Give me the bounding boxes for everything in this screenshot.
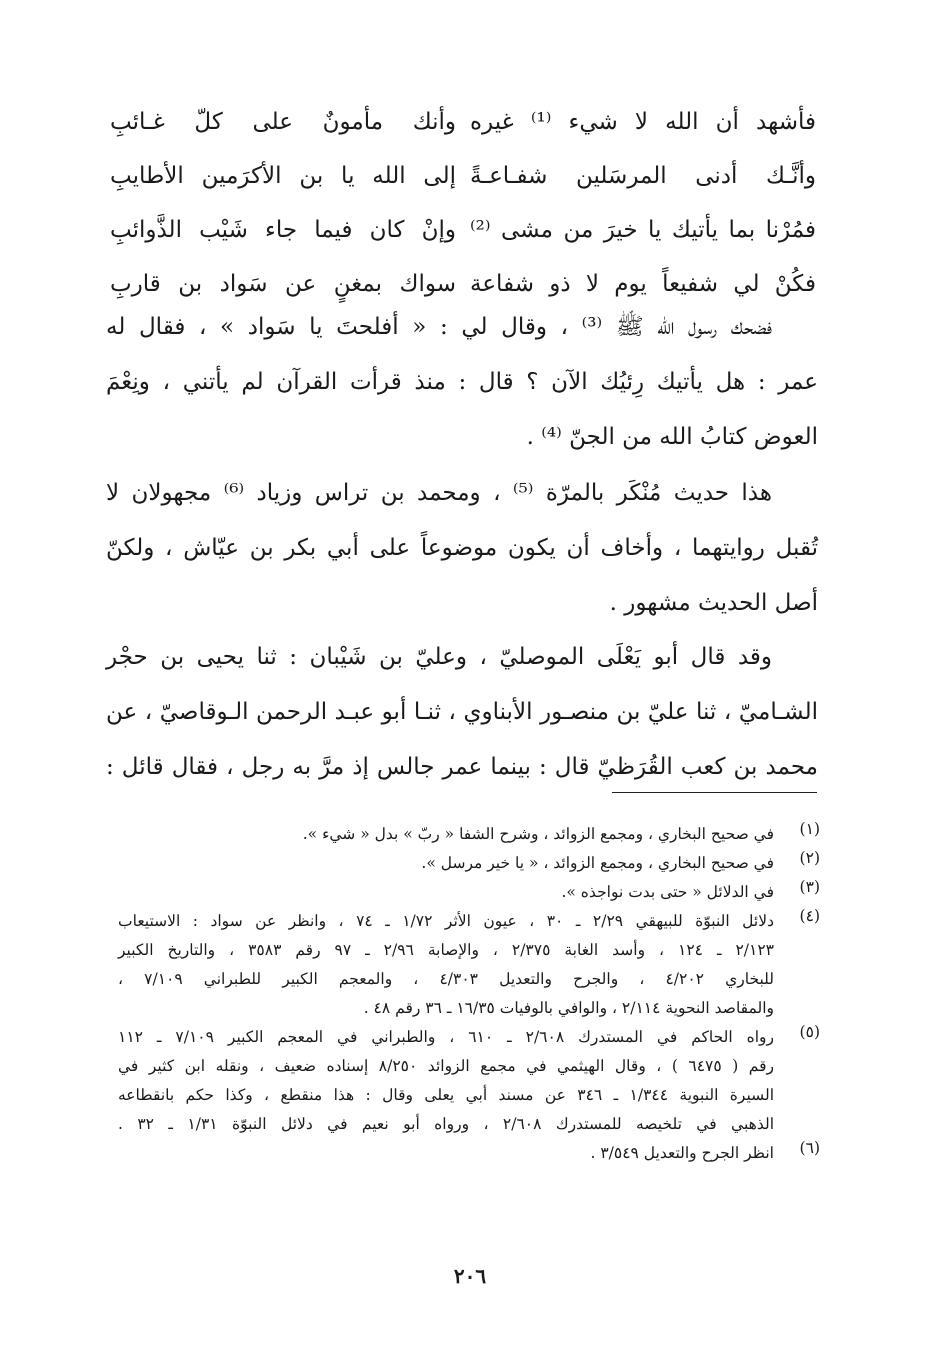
poem-verse [110,149,816,203]
footnote-number: (٥) [799,1023,820,1041]
footnote-line: والمقاصد النحوية ٢/١١٤ ، والوافي بالوفيات ١٦/٣٥ ـ ٣٦ رقم ٤٨ . [363,999,774,1017]
footnote [118,849,820,878]
verse-first-hemistich: فكُنْ لي شفيعاً يوم لا ذو شفاعة [470,271,816,297]
text-line: هذا حديث مُنْكَر بالمرّة ⁽⁵⁾ ، ومحمد بن تراس وزياد ⁽⁶⁾ مجهولان لا [106,480,772,506]
poem [110,95,816,311]
footnotes [118,820,820,1168]
footnote-line: في صحيح البخاري ، ومجمع الزوائد ، وشرح الشفا « ربّ » بدل « شيء ». [302,825,774,843]
paragraph-isnad [106,630,818,795]
footnote-number: (١) [799,820,820,838]
text-line: تُقبل روايتهما ، وأخاف أن يكون موضوعاً على أبي بكر بن عيّاش ، ولكنّ [106,535,818,561]
text-line: الشـاميّ ، ثنا عليّ بن منصـور الأبناوي ، ثنـا أبو عبـد الرحمن الـوقاصيّ ، عن [106,699,818,725]
page-number: ٢٠٦ [453,1264,487,1288]
paragraph-prophet-laughed [106,300,818,465]
text-line: وقد قال أبو يَعْلَى الموصليّ ، وعليّ بن شَيْبان : ثنا يحيى بن حجْر [106,644,772,670]
verse-first-hemistich: وأنَّـك أدنى المرسَلين شفـاعـةً [470,163,816,189]
footnote-line: السيرة النبوية ١/٣٤٤ ـ ٣٤٦ عن مسند أبي يعلى وقال : هذا منقطع ، وكذا حكم بانقطاعه [118,1086,775,1104]
footnote [118,1023,820,1139]
poem-verse [110,95,816,149]
footnote-number: (٤) [799,907,820,925]
verse-second-hemistich: إلى الله يا بن الأكرَمين الأطايبِ [110,163,456,189]
text-line: محمد بن كعب القُرَظيّ قال : بينما عمر جالس إذ مرَّ به رجل ، فقال قائل : [106,754,818,780]
footnote [118,1139,820,1168]
footnote-line: ٢/١٢٣ ـ ١٢٤ ، وأسد الغابة ٢/٣٧٥ ، والإصابة ٢/٩٦ ـ ٩٧ رقم ٣٥٨٣ ، والتاريخ الكبير [118,941,774,959]
footnote-line: رقم ( ٦٤٧٥ ) ، وقال الهيثمي في مجمع الزوائد ٨/٢٥٠ إسناده ضعيف ، ونقله ابن كثير في [118,1057,774,1075]
poem-verse [110,203,816,257]
footnote-line: في صحيح البخاري ، ومجمع الزوائد ، « يا خير مرسل ». [421,854,774,872]
footnote-line: دلائل النبوّة للبيهقي ٢/٢٩ ـ ٣٠ ، عيون الأثر ١/٧٢ ـ ٧٤ ، وانظر عن سواد : الاستيعاب [118,912,774,930]
paragraph-hadith-grading [106,466,818,631]
verse-second-hemistich: وأنك مأمونٌ على كلّ غـائبِ [110,109,456,135]
footnote-line: في الدلائل « حتى بدت نواجذه ». [561,883,774,901]
footnote-line: للبخاري ٤/٢٠٢ ، والجرح والتعديل ٤/٣٠٣ ، والمعجم الكبير للطبراني ٧/١٠٩ ، [118,970,774,988]
footnote-number: (٣) [799,878,820,896]
footnote [118,878,820,907]
verse-first-hemistich: فأشهد أن الله لا شيء ⁽¹⁾ غيره [470,109,816,135]
footnote-separator [612,792,817,793]
verse-second-hemistich: وإنْ كان فيما جاء شَيْب الذَّوائبِ [110,217,456,243]
footnote-number: (٢) [799,849,820,867]
footnote [118,820,820,849]
verse-first-hemistich: فمُرْنا بما يأتيك يا خيرَ من مشى ⁽²⁾ [470,217,816,243]
footnote-number: (٦) [799,1139,820,1157]
footnote [118,907,820,1023]
text-line: العوض كتابُ الله من الجنّ ⁽⁴⁾ . [526,424,818,450]
text-line: عمر : هل يأتيك رِئيُك الآن ؟ قال : منذ قرأت القرآن لم يأتني ، ونِعْمَ [106,369,818,395]
text-line: أصل الحديث مشهور . [609,590,818,616]
footnote-line: انظر الجرح والتعديل ٣/٥٤٩ . [590,1144,774,1162]
verse-second-hemistich: سواك بمغنٍ عن سَواد بن قاربِ [110,271,456,297]
footnote-line: الذهبي في تلخيصه للمستدرك ٢/٦٠٨ ، ورواه أبو نعيم في دلائل النبوّة ١/٣١ ـ ٣٢ . [118,1115,774,1133]
footnote-line: رواه الحاكم في المستدرك ٢/٦٠٨ ـ ٦١٠ ، والطبراني في المعجم الكبير ٧/١٠٩ ـ ١١٢ [118,1028,774,1046]
text-line: فضحك رسول الله ﷺ ⁽³⁾ ، وقال لي : « أفلحتَ يا سَواد » ، فقال له [106,314,772,340]
